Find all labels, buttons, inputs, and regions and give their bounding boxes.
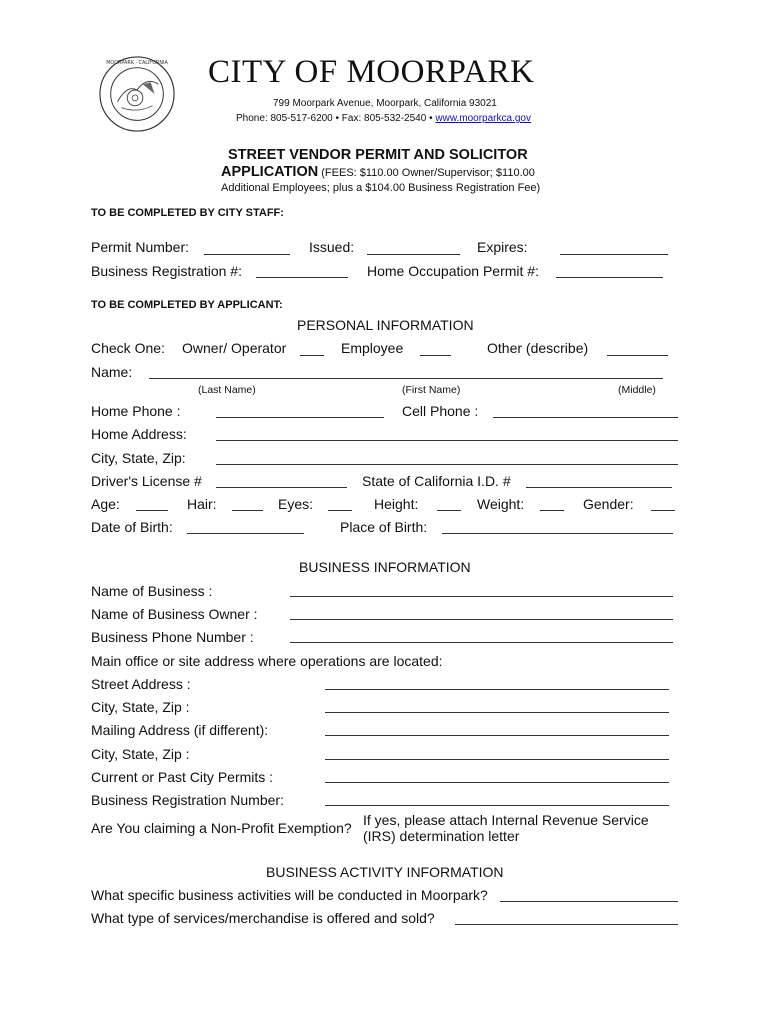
- drivers-license-field[interactable]: [216, 487, 347, 488]
- services-field[interactable]: [455, 924, 678, 925]
- city-address: 799 Moorpark Avenue, Moorpark, California 93021: [273, 98, 497, 109]
- issued-field[interactable]: [367, 254, 460, 255]
- cell-phone-field[interactable]: [493, 417, 678, 418]
- last-name-caption: (Last Name): [198, 384, 256, 396]
- name-of-owner-label: Name of Business Owner :: [91, 606, 258, 622]
- age-field[interactable]: [136, 510, 168, 511]
- hair-field[interactable]: [232, 510, 263, 511]
- employee-label: Employee: [341, 340, 404, 356]
- main-office-label: Main office or site address where operations are located:: [91, 653, 443, 669]
- activities-label: What specific business activities will be conducted in Moorpark?: [91, 887, 488, 903]
- mailing-address-label: Mailing Address (if different):: [91, 722, 269, 738]
- street-address-label: Street Address :: [91, 676, 191, 692]
- registration-number-field[interactable]: [325, 805, 669, 806]
- home-occupation-field[interactable]: [556, 277, 663, 278]
- business-phone-field[interactable]: [290, 642, 673, 643]
- gender-label: Gender:: [583, 496, 634, 512]
- form-title-line1: STREET VENDOR PERMIT AND SOLICITOR: [228, 147, 528, 163]
- mailing-city-state-zip-label: City, State, Zip :: [91, 746, 190, 762]
- mailing-address-field[interactable]: [325, 735, 669, 736]
- name-label: Name:: [91, 364, 133, 380]
- city-seal-logo: [98, 55, 176, 133]
- form-title-line2: [221, 164, 535, 180]
- eyes-label: Eyes:: [278, 496, 314, 512]
- street-address-field[interactable]: [325, 689, 669, 690]
- check-one-label: Check One:: [91, 340, 165, 356]
- expires-label: Expires:: [477, 239, 528, 255]
- nonprofit-label: Are You claiming a Non-Profit Exemption?: [91, 820, 352, 836]
- business-city-state-zip-label: City, State, Zip :: [91, 699, 190, 715]
- cell-phone-label: Cell Phone :: [402, 403, 479, 419]
- permit-number-label: Permit Number:: [91, 239, 190, 255]
- owner-operator-check[interactable]: [300, 355, 324, 356]
- permit-number-field[interactable]: [204, 254, 290, 255]
- city-state-zip-label: City, State, Zip:: [91, 450, 186, 466]
- staff-heading: TO BE COMPLETED BY CITY STAFF:: [91, 207, 284, 219]
- form-fees: (FEES: $110.00 Owner/Supervisor; $110.00: [318, 167, 535, 179]
- form-title-application: APPLICATION: [221, 164, 319, 180]
- employee-check[interactable]: [420, 355, 451, 356]
- owner-operator-label: Owner/ Operator: [182, 340, 287, 356]
- home-phone-field[interactable]: [216, 417, 384, 418]
- services-label: What type of services/merchandise is offered and sold?: [91, 910, 435, 926]
- state-id-field[interactable]: [526, 487, 672, 488]
- activities-field[interactable]: [500, 901, 678, 902]
- contact-line: [236, 113, 531, 124]
- home-phone-label: Home Phone :: [91, 403, 181, 419]
- height-field[interactable]: [437, 510, 461, 511]
- city-permits-field[interactable]: [325, 782, 669, 783]
- issued-label: Issued:: [309, 239, 355, 255]
- height-label: Height:: [374, 496, 419, 512]
- nonprofit-note-line2: (IRS) determination letter: [363, 828, 520, 844]
- mailing-city-state-zip-field[interactable]: [325, 759, 669, 760]
- other-label: Other (describe): [487, 340, 589, 356]
- other-describe-field[interactable]: [607, 355, 668, 356]
- name-of-business-label: Name of Business :: [91, 583, 213, 599]
- dob-label: Date of Birth:: [91, 519, 173, 535]
- city-state-zip-field[interactable]: [216, 464, 678, 465]
- first-name-caption: (First Name): [402, 384, 461, 396]
- name-of-business-field[interactable]: [290, 596, 673, 597]
- drivers-license-label: Driver's License #: [91, 473, 202, 489]
- form-fees-line3: Additional Employees; plus a $104.00 Business Registration Fee): [221, 182, 541, 194]
- home-occupation-label: Home Occupation Permit #:: [367, 263, 539, 279]
- city-title: CITY OF MOORPARK: [208, 54, 535, 90]
- svg-text:MOORPARK · CALIFORNIA: MOORPARK · CALIFORNIA: [106, 59, 168, 66]
- pob-field[interactable]: [442, 533, 673, 534]
- nonprofit-note-line1: If yes, please attach Internal Revenue Service: [363, 812, 649, 828]
- eyes-field[interactable]: [328, 510, 352, 511]
- dob-field[interactable]: [187, 533, 304, 534]
- business-info-heading: BUSINESS INFORMATION: [299, 559, 471, 575]
- business-registration-label: Business Registration #:: [91, 263, 242, 279]
- home-address-field[interactable]: [216, 440, 678, 441]
- gender-field[interactable]: [651, 510, 675, 511]
- personal-info-heading: PERSONAL INFORMATION: [297, 317, 474, 333]
- weight-label: Weight:: [477, 496, 525, 512]
- registration-number-label: Business Registration Number:: [91, 792, 284, 808]
- contact-phone-fax: Phone: 805-517-6200 • Fax: 805-532-2540 •: [236, 113, 436, 124]
- website-link[interactable]: www.moorparkca.gov: [435, 113, 531, 124]
- state-id-label: State of California I.D. #: [362, 473, 511, 489]
- activity-heading: BUSINESS ACTIVITY INFORMATION: [266, 864, 504, 880]
- pob-label: Place of Birth:: [340, 519, 428, 535]
- expires-field[interactable]: [560, 254, 668, 255]
- name-field[interactable]: [149, 378, 663, 379]
- business-city-state-zip-field[interactable]: [325, 712, 669, 713]
- age-label: Age:: [91, 496, 120, 512]
- name-of-owner-field[interactable]: [290, 619, 673, 620]
- business-registration-field[interactable]: [256, 277, 348, 278]
- city-permits-label: Current or Past City Permits :: [91, 769, 274, 785]
- business-phone-label: Business Phone Number :: [91, 629, 254, 645]
- home-address-label: Home Address:: [91, 426, 187, 442]
- middle-name-caption: (Middle): [618, 384, 656, 396]
- weight-field[interactable]: [540, 510, 564, 511]
- applicant-heading: TO BE COMPLETED BY APPLICANT:: [91, 299, 283, 311]
- hair-label: Hair:: [187, 496, 217, 512]
